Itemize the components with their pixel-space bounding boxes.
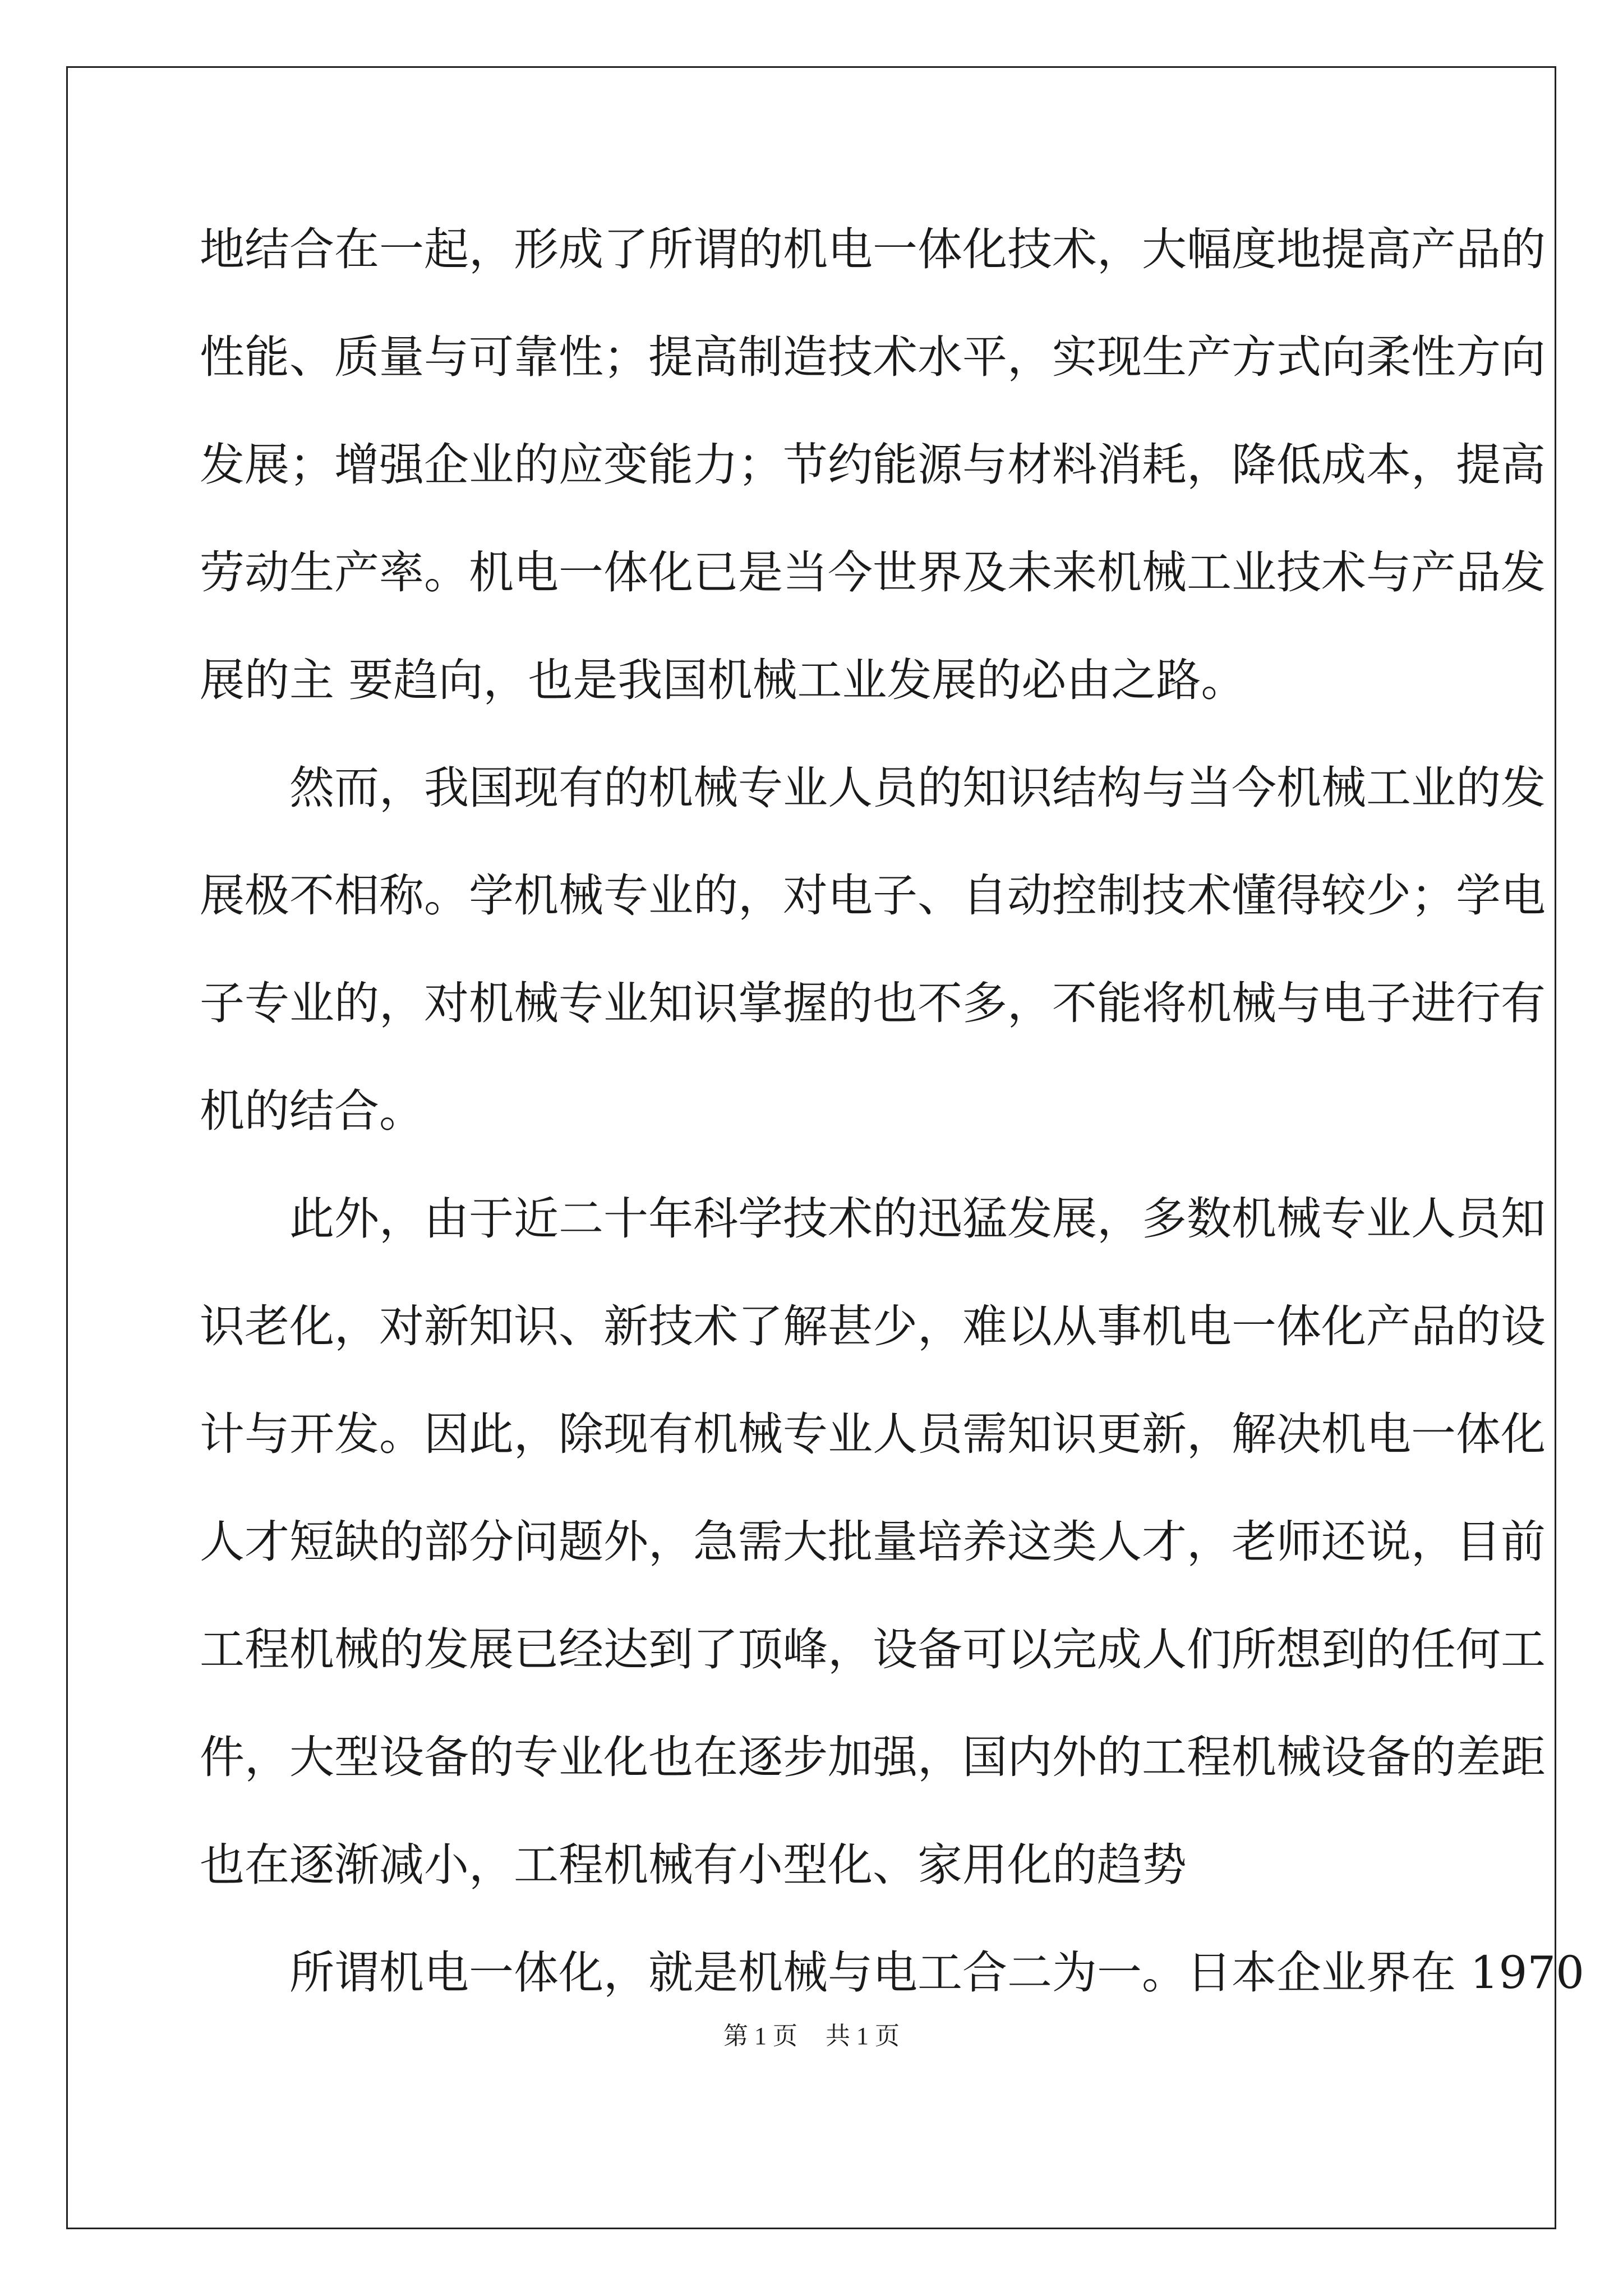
page-number-total: 共 1 页 xyxy=(826,2022,900,2050)
text-line: 子专业的，对机械专业知识掌握的也不多，不能将机械与电子进行有 xyxy=(200,977,1546,1029)
text-line: 地结合在一起，形成了所谓的机电一体化技术，大幅度地提高产品的 xyxy=(200,223,1546,275)
text-line: 展极不相称。学机械专业的，对电子、自动控制技术懂得较少；学电 xyxy=(200,869,1546,922)
text-line: 所谓机电一体化，就是机械与电工合二为一。日本企业界在 1970 xyxy=(200,1947,1585,1999)
text-line: 计与开发。因此，除现有机械专业人员需知识更新，解决机电一体化 xyxy=(200,1408,1546,1460)
page-footer xyxy=(0,2019,1623,2053)
text-line: 劳动生产率。机电一体化已是当今世界及未来机械工业技术与产品发 xyxy=(200,546,1546,599)
text-line: 件，大型设备的专业化也在逐步加强，国内外的工程机械设备的差距 xyxy=(200,1731,1546,1783)
text-line: 识老化，对新知识、新技术了解甚少，难以从事机电一体化产品的设 xyxy=(200,1300,1546,1352)
text-line: 也在逐渐减小，工程机械有小型化、家用化的趋势 xyxy=(200,1839,1187,1891)
text-line: 然而，我国现有的机械专业人员的知识结构与当今机械工业的发 xyxy=(200,762,1546,814)
text-line: 性能、质量与可靠性；提高制造技术水平，实现生产方式向柔性方向 xyxy=(200,331,1546,383)
document-body xyxy=(200,216,1585,2047)
text-line: 工程机械的发展已经达到了顶峰，设备可以完成人们所想到的任何工 xyxy=(200,1623,1546,1676)
text-line: 机的结合。 xyxy=(200,1085,424,1137)
text-line: 此外，由于近二十年科学技术的迅猛发展，多数机械专业人员知 xyxy=(200,1193,1546,1245)
text-line: 发展；增强企业的应变能力；节约能源与材料消耗，降低成本，提高 xyxy=(200,439,1546,491)
text-line: 人才短缺的部分问题外，急需大批量培养这类人才，老师还说，目前 xyxy=(200,1516,1546,1568)
text-line: 展的主 要趋向，也是我国机械工业发展的必由之路。 xyxy=(200,654,1246,706)
page-number-current: 第 1 页 xyxy=(723,2022,797,2050)
